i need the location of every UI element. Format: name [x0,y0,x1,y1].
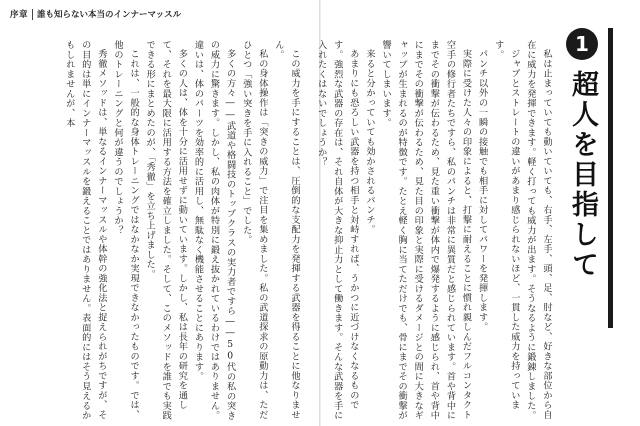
paragraph: パンチ以外の一瞬の接触でも相手に対してパワーを発揮します。 [476,49,488,332]
paragraph: これは、一般的な身体トレーニングではなかなか実現できなかったものです。では、他のトレーニングと何が違うのでしょうか？ [111,40,140,420]
paragraph: 実際に受けた人々の印象によると、打撃に耐えることに慣れ親しんだフルコンタクト空手の修行者たちですら、私のパンチは非常に異質だと感じられています。首や背中にまでその衝撃が伝わるため、見た重い衝撃が体内で爆発するように感じられ、首や背中にまでその衝撃が伝わるため、見た目の印象と実際に受けるダメージとの間に大きなギャップが生まれるのが特徴です。たとえ軽く胸に当てただけでも、骨にまでその衝撃が響いてしまいます。 [380,40,472,421]
paragraph: 来ると分かっていても効かされるパンチ。 [363,49,375,235]
section-heading [560,28,630,328]
paragraph: あまりにも恐ろしい武器を持つ相手と対峙すれば、うかつに近づけなくなるものです。強烈な武器の存在は、それ自体が大きな抑止力として働きます。そんな武器を手に入れたくはないでしょうか？ [315,40,359,421]
header-divider [32,9,33,20]
left-page-body [18,40,302,422]
paragraph: 私は止まっていても動いていても、右手、左手、頭、足、肘など、好きな部位から自在に威力を発揮できます。軽く打っても威力が出ます。そうなるように鍛錬しました。 [524,40,552,421]
paragraph: ジャブとストレートの違いがあまり感じられないほど、一貫した威力を持っています。 [492,40,520,410]
paragraph: 多くの人は、体を十分に活用せずに動いています。しかし、私は長年の研究を通して、それを最大限に活用する方法を確立しました。そして、このメソッドを誰でも実践できる形にまとめたのが、「秀徹」を立ち上げました。 [144,40,188,421]
chapter-label: 序章 [10,10,29,20]
paragraph: 多くの方々――武道や格闘技のトップクラスの実力者ですら――50代の私の突きの威力に驚きます。しかし、私の肉体が特別に鍛え抜かれているわけではありません。違いは、体のパーツを効率的に活用し、無駄なく機能させることにあります。 [192,40,236,421]
running-header [10,7,181,21]
book-title: 誰も知らない本当のインナーマッスル [37,10,182,20]
section-number-badge: 1 [566,28,598,60]
paragraph: この威力を手にすることは、圧倒的な支配力を発揮する武器を得ることに他なりません。 [272,40,300,420]
paragraph: 私の身体操作は「突きの威力」で注目を集めました。私の武道探求の原動力は、ただひとつ「強い突きを手に入れること」でした。 [240,40,268,420]
section-title: 超人を目指して [567,70,598,280]
heading-rule [608,28,613,328]
right-page-body [315,40,554,422]
paragraph: 秀徹メソッドは、単なるインナーマッスルや体幹の強化法と捉えられがちですが、その目的は単にインナーマッスルを鍛えることではありません。表面的にはそう見えるかもしれませんが、本 [63,40,107,421]
